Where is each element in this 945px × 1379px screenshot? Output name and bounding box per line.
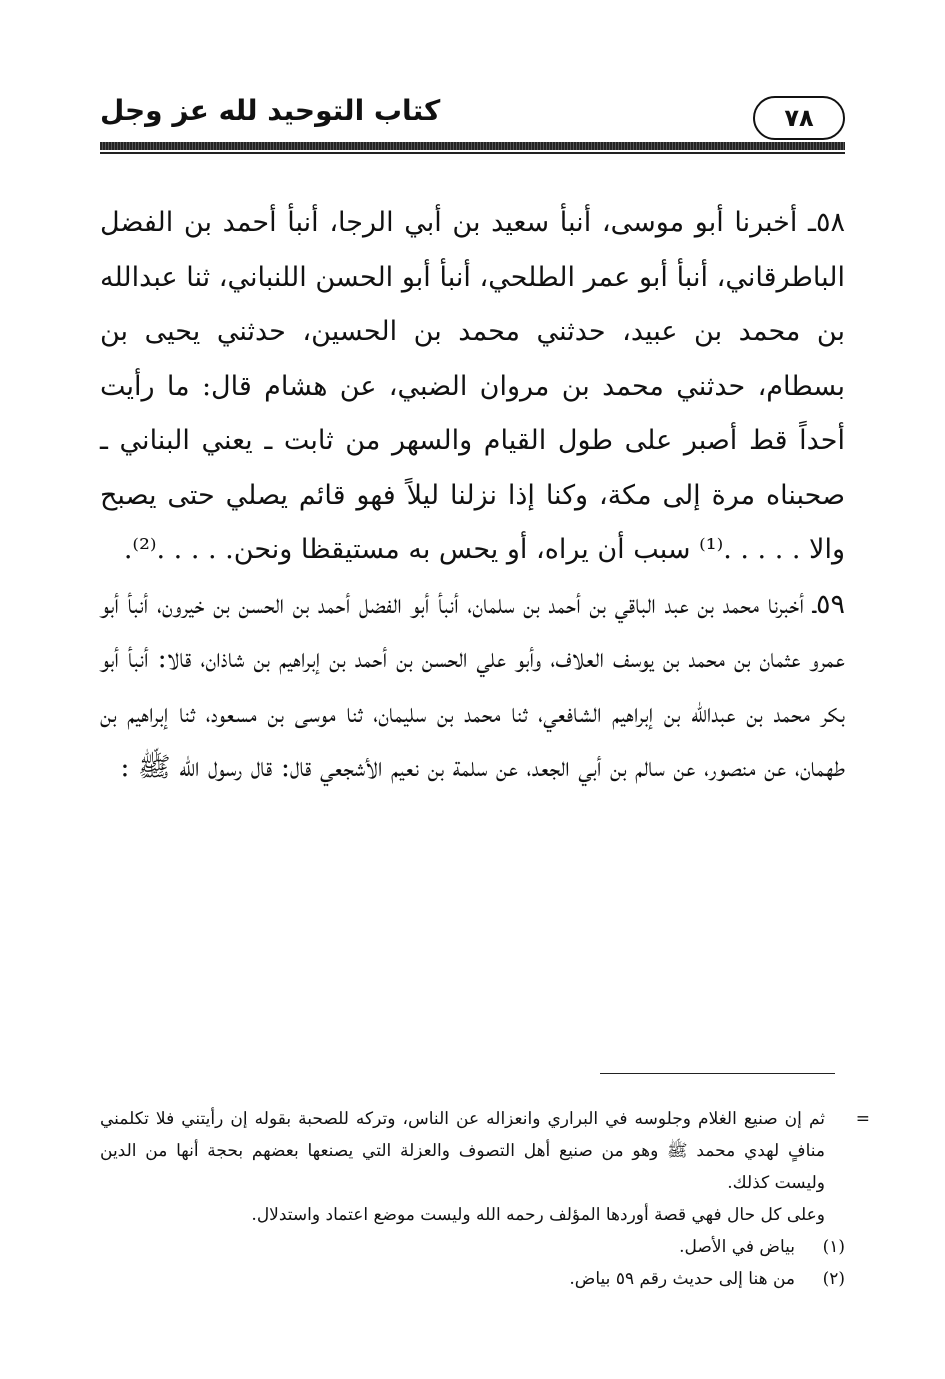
continuation-mark: = — [855, 1109, 870, 1129]
footnote-text: من هنا إلى حديث رقم ٥٩ بياض. — [569, 1269, 795, 1289]
footnote-continuation-2: وعلى كل حال فهي قصة أوردها المؤلف رحمه الله وليست موضع اعتماد واستدلال. — [251, 1205, 825, 1225]
footnote-divider — [600, 1073, 835, 1074]
hadith-text: أخبرنا أبو موسى، أنبأ سعيد بن أبي الرجا، أنبأ أحمد بن الفضل الباطرقاني، أنبأ أبو عمر الطلحي، أنبأ أبو الحسن اللنباني، ثنا عبدالله بن محمد بن عبيد، حدثني محمد بن الحسين، حدثني يحيى بن بسطام، حدثني محمد بن مروان الضبي، عن هشام قال: ما رأيت أحداً قط أصبر على طول القيام والسهر من ثابت ـ يعني البناني ـ صحبناه مرة إلى مكة، وكنا إذا نزلنا ليلاً فهو قائم يصلي حتى يصبح والا . . . . .⁽¹⁾ سبب أن يراه، أو يحس به مستيقظا ونحن. . . . .⁽²⁾. — [100, 207, 845, 565]
hadith-number: ٥٨ـ — [808, 207, 845, 238]
hadith-text: أخبرنا محمد بن عبد الباقي بن أحمد بن سلمان، أنبأ أبو الفضل أحمد بن الحسن بن خيرون، أنبأ أبو عمرو عثمان بن محمد بن يوسف العلاف، وأبو علي الحسن بن أحمد بن إبراهيم بن شاذان، قالا: أنبأ أبو بكر محمد بن عبدالله بن إبراهيم الشافعي، ثنا محمد بن سليمان، ثنا موسى بن مسعود، ثنا إبراهيم بن طهمان، عن منصور، عن سالم بن أبي الجعد، عن سلمة بن نعيم الأشجعي قال: قال رسول الله ﷺ : — [100, 588, 845, 783]
footnote-2 — [100, 1263, 870, 1295]
page-number: ٧٨ — [784, 104, 814, 132]
footnotes — [100, 1103, 870, 1295]
footnote-1 — [100, 1231, 870, 1263]
page-number-badge — [753, 96, 845, 140]
hadith-58 — [100, 196, 845, 578]
hadith-number: ٥٩ـ — [812, 588, 845, 620]
book-title: كتاب التوحيد لله عز وجل — [100, 94, 441, 127]
footnote-ref: (٢) — [822, 1269, 845, 1289]
main-text — [100, 196, 845, 796]
hadith-59 — [100, 578, 845, 796]
header-rule-thin — [100, 152, 845, 154]
footnote-ref: (١) — [822, 1237, 845, 1257]
header-rule-thick — [100, 142, 845, 150]
footnote-text: بياض في الأصل. — [679, 1237, 795, 1257]
footnote-continuation: ثم إن صنيع الغلام وجلوسه في البراري وانعزاله عن الناس، وتركه للصحبة بقوله إن رأيتني فلا تكلمني منافٍ لهدي محمد ﷺ وهو من صنيع أهل التصوف والعزلة التي يصنعها بعضهم بحجة أنها من الدين وليست كذلك. — [100, 1109, 825, 1193]
page-header — [100, 88, 845, 148]
